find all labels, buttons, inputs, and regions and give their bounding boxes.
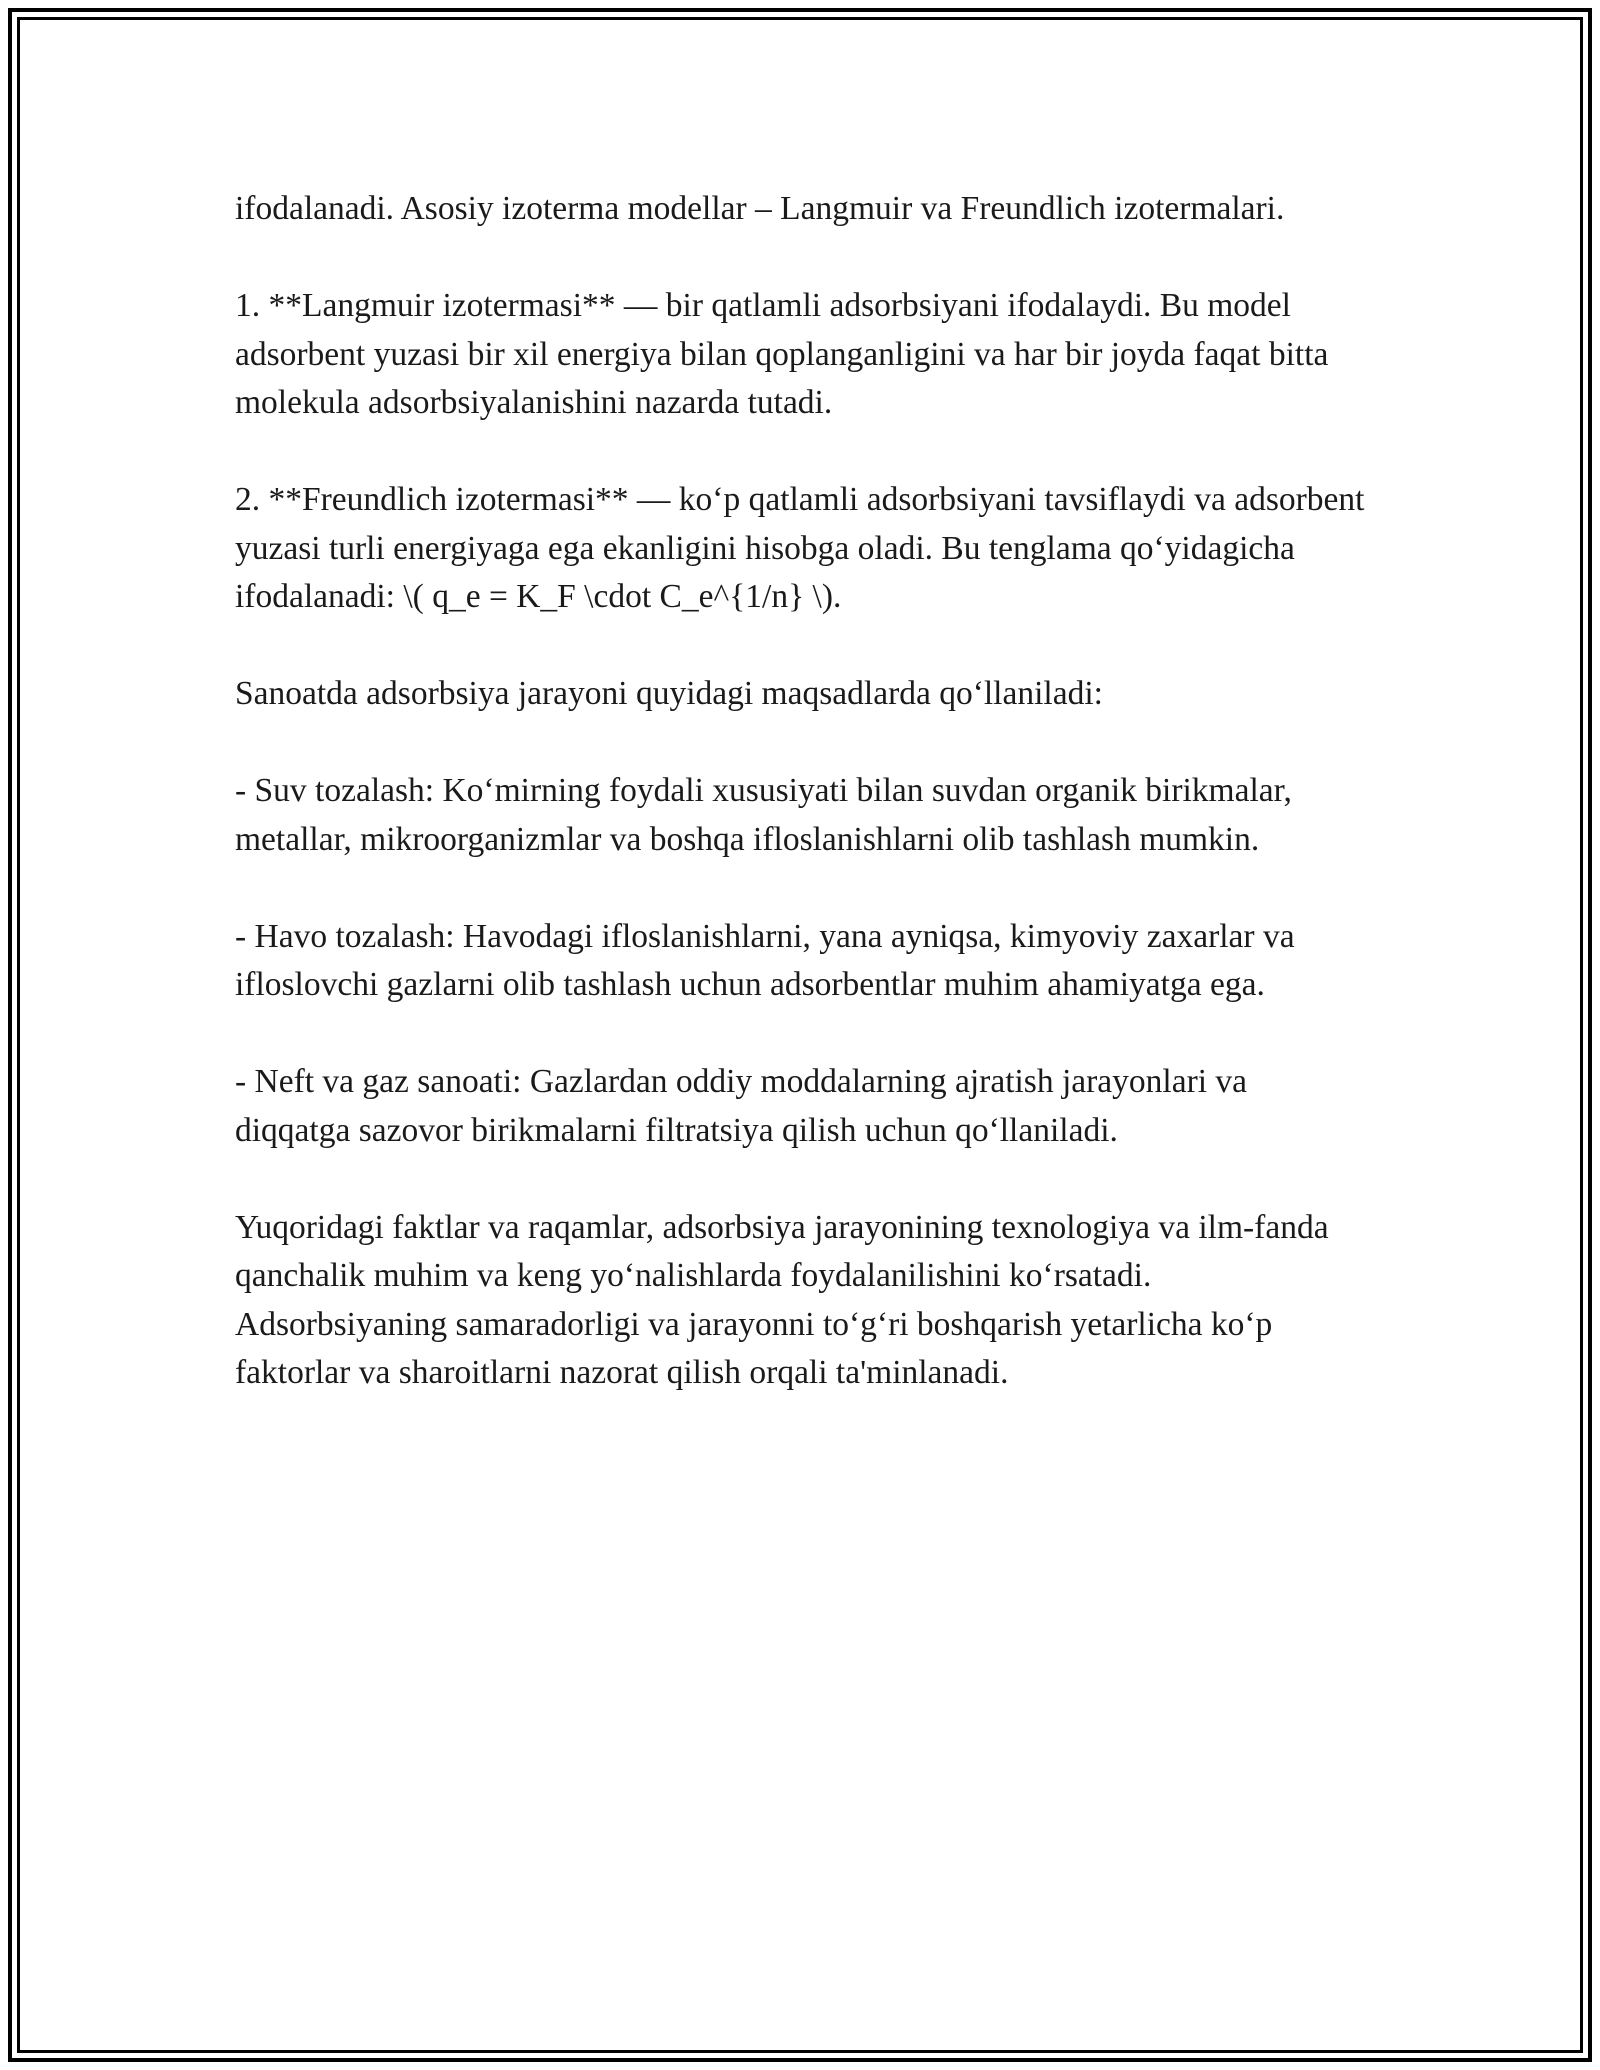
paragraph-conclusion: Yuqoridagi faktlar va raqamlar, adsorbsiya jarayonining texnologiya va ilm-fanda qanchalik muhim va keng yo‘nalishlarda foydalanilishini ko‘rsatadi. Adsorbsiyaning samaradorligi va jarayonni to‘g‘ri boshqarish yetarlicha ko‘p faktorlar va sharoitlarni nazorat qilish orqali ta'minlanadi. <box>235 1208 1329 1391</box>
paragraph-industry-intro: Sanoatda adsorbsiya jarayoni quyidagi maqsadlarda qo‘llaniladi: <box>235 675 1103 712</box>
paragraph-isotherm-intro: ifodalanadi. Asosiy izoterma modellar – Langmuir va Freundlich izotermalari. <box>235 190 1285 227</box>
paragraph-oil-gas: - Neft va gaz sanoati: Gazlardan oddiy moddalarning ajratish jarayonlari va diqqatga sazovor birikmalarni filtratsiya qilish uchun qo‘llaniladi. <box>235 1063 1248 1149</box>
paragraph-water-treatment: - Suv tozalash: Ko‘mirning foydali xususiyati bilan suvdan organik birikmalar, metallar, mikroorganizmlar va boshqa ifloslanishlarni olib tashlash mumkin. <box>235 772 1292 858</box>
paragraph-langmuir: 1. **Langmuir izotermasi** — bir qatlamli adsorbsiyani ifodalaydi. Bu model adsorbent yuzasi bir xil energiya bilan qoplanganligini va har bir joyda faqat bitta molekula adsorbsiyalanishini nazarda tutadi. <box>235 287 1329 421</box>
document-body <box>235 185 1370 1398</box>
paragraph-air-treatment: - Havo tozalash: Havodagi ifloslanishlarni, yana ayniqsa, kimyoviy zaxarlar va ifloslovchi gazlarni olib tashlash uchun adsorbentlar muhim ahamiyatga ega. <box>235 917 1295 1003</box>
paragraph-freundlich: 2. **Freundlich izotermasi** — ko‘p qatlamli adsorbsiyani tavsiflaydi va adsorbent yuzasi turli energiyaga ega ekanligini hisobga oladi. Bu tenglama qo‘yidagicha ifodalanadi: \( q_e = K_F \cdot C_e^{1/n} \). <box>235 481 1365 615</box>
